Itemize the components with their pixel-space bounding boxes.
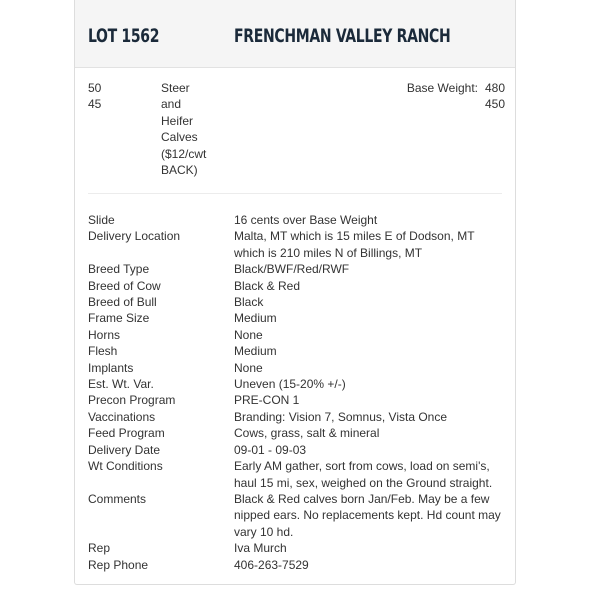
detail-row [88,409,508,425]
detail-label: Feed Program [88,426,165,441]
detail-row [88,458,508,491]
ranch-name: FRENCHMAN VALLEY RANCH [234,25,451,47]
detail-value: None [234,360,263,375]
detail-row [88,442,508,458]
description-line: and [161,97,182,112]
detail-row [88,212,508,228]
detail-row [88,360,508,376]
detail-row [88,294,508,310]
detail-value: None [234,327,263,342]
detail-row [88,392,508,408]
detail-label: Breed of Cow [88,278,161,293]
detail-value: Black [234,295,264,310]
lot-number: LOT 1562 [88,25,160,47]
detail-label: Precon Program [88,393,176,408]
description-line: Steer [161,81,190,95]
detail-label: Wt Conditions [88,459,163,474]
detail-label: Horns [88,327,121,342]
detail-row [88,491,508,540]
description-line: Calves [161,130,198,145]
detail-row [88,228,508,261]
detail-row [88,343,508,359]
detail-label: Est. Wt. Var. [88,377,154,392]
detail-value: Black & Red [234,278,301,293]
detail-label: Breed of Bull [88,295,157,310]
detail-value: Iva Murch [234,541,287,556]
detail-row [88,310,508,326]
detail-value: 09-01 - 09-03 [234,442,307,457]
head-count: 50 [88,81,102,95]
detail-row [88,376,508,392]
detail-value: Cows, grass, salt & mineral [234,426,380,441]
base-weight-value: 480 [484,81,505,95]
description-line: ($12/cwt [161,146,207,161]
detail-label: Delivery Date [88,442,161,457]
detail-label: Breed Type [88,262,150,277]
lot-header [75,0,515,68]
description-line: BACK) [161,163,198,178]
detail-row [88,278,508,294]
detail-row [88,327,508,343]
detail-label: Slide [88,213,115,227]
detail-label: Implants [88,360,134,375]
detail-label: Vaccinations [88,409,156,424]
detail-value: Medium [234,311,277,326]
lot-summary [88,80,505,182]
detail-value: PRE-CON 1 [234,393,300,408]
detail-label: Rep [88,541,111,556]
base-weight-value: 450 [484,97,505,112]
cattle-description [161,80,223,178]
base-weight-label: Base Weight: [406,81,478,95]
detail-value: Black/BWF/Red/RWF [234,262,350,277]
base-weights [407,80,505,113]
detail-value: Malta, MT which is 15 miles E of Dodson, MT which is 210 miles N of Billings, MT [234,229,475,260]
detail-value: 406-263-7529 [234,557,309,572]
head-count: 45 [88,97,102,112]
detail-value: Black & Red calves born Jan/Feb. May be a few nipped ears. No replacements kept. Hd count may vary 10 hd. [234,491,501,539]
detail-value: Early AM gather, sort from cows, load on semi's, haul 15 mi, sex, weighed on the Ground straight. [234,459,493,490]
description-line: Heifer [161,113,194,128]
detail-label: Comments [88,491,147,506]
detail-label: Frame Size [88,311,150,326]
detail-row [88,540,508,556]
detail-row [88,261,508,277]
lot-details [88,212,508,573]
detail-label: Delivery Location [88,229,181,244]
section-divider [88,193,502,194]
detail-value: Uneven (15-20% +/-) [234,377,346,392]
head-counts [88,80,128,113]
lot-card [74,0,516,585]
detail-value: Medium [234,344,277,359]
detail-label: Flesh [88,344,118,359]
detail-value: 16 cents over Base Weight [234,213,378,227]
detail-label: Rep Phone [88,557,149,572]
detail-row [88,425,508,441]
detail-value: Branding: Vision 7, Somnus, Vista Once [234,409,448,424]
detail-row [88,557,508,573]
